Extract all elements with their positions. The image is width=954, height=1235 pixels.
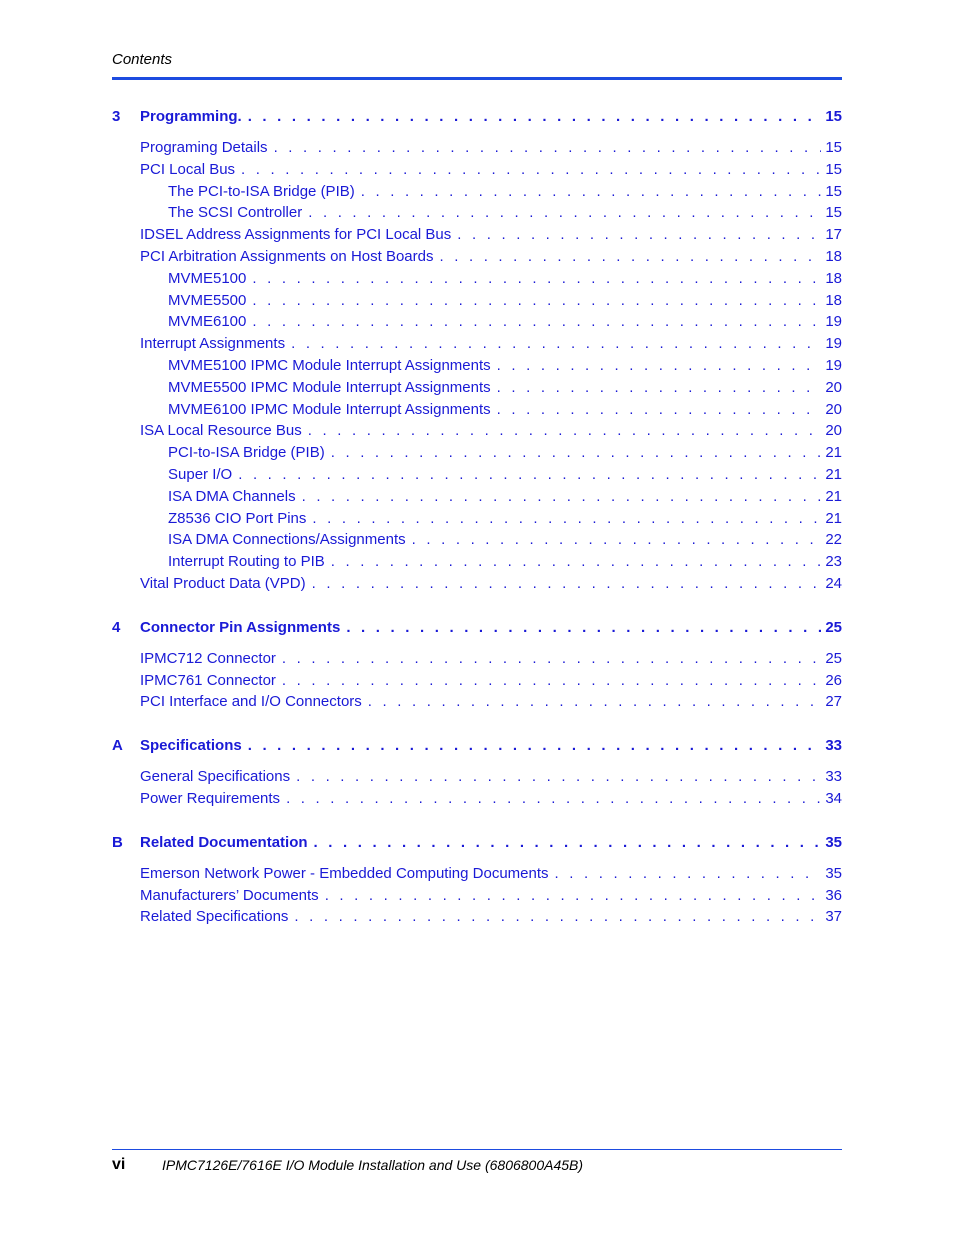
entry-title: Emerson Network Power - Embedded Computing Documents <box>140 864 549 882</box>
entry-title: Z8536 CIO Port Pins <box>168 509 307 527</box>
page-ref: 36 <box>825 886 842 904</box>
toc-entry[interactable] <box>112 885 842 907</box>
entry-title: PCI Interface and I/O Connectors <box>140 693 362 711</box>
dot-leader <box>312 508 821 530</box>
dot-leader <box>497 377 822 399</box>
toc-entry[interactable] <box>112 788 842 810</box>
entry-title: Interrupt Assignments <box>140 335 286 353</box>
toc-chapter-heading[interactable] <box>112 733 842 759</box>
entry-title: MVME6100 <box>168 313 247 331</box>
page-ref: 18 <box>825 247 842 265</box>
page-ref: 20 <box>825 400 842 418</box>
page-ref: 19 <box>825 313 842 331</box>
toc-chapter-link[interactable] <box>140 733 842 759</box>
page-ref: 21 <box>825 444 842 462</box>
toc-entry[interactable] <box>112 529 842 551</box>
page-ref: 25 <box>825 649 842 667</box>
toc-chapter <box>112 830 842 928</box>
dot-leader <box>497 399 822 421</box>
dot-leader <box>252 311 821 333</box>
page-ref: 20 <box>825 422 842 440</box>
dot-leader <box>346 615 821 641</box>
toc-chapter-link[interactable] <box>140 615 842 641</box>
dot-leader <box>555 863 822 885</box>
toc-entry[interactable] <box>112 268 842 290</box>
toc-chapter-link[interactable] <box>140 104 842 130</box>
entry-title: Interrupt Routing to PIB <box>168 553 325 571</box>
dot-leader <box>282 648 821 670</box>
entry-title: MVME5100 <box>168 269 247 287</box>
entry-title: MVME5500 <box>168 291 247 309</box>
page-ref: 15 <box>825 204 842 222</box>
page-ref: 35 <box>825 864 842 882</box>
page-ref: 15 <box>825 160 842 178</box>
dot-leader <box>331 442 822 464</box>
page-ref: 21 <box>825 487 842 505</box>
toc-entry[interactable] <box>112 420 842 442</box>
toc-entry[interactable] <box>112 181 842 203</box>
toc-entry[interactable] <box>112 377 842 399</box>
toc-entry[interactable] <box>112 159 842 181</box>
entry-title: Power Requirements <box>140 789 281 807</box>
entry-title: IPMC712 Connector <box>140 649 276 667</box>
entry-title: General Specifications <box>140 768 291 786</box>
entry-title: MVME5100 IPMC Module Interrupt Assignments <box>168 356 491 374</box>
dot-leader <box>314 830 822 856</box>
entry-title: PCI-to-ISA Bridge (PIB) <box>168 444 325 462</box>
page-ref: 24 <box>825 574 842 592</box>
page-ref: 17 <box>825 226 842 244</box>
toc-entry[interactable] <box>112 648 842 670</box>
toc-entry[interactable] <box>112 290 842 312</box>
toc-entry[interactable] <box>112 691 842 713</box>
dot-leader <box>248 104 822 130</box>
entry-title: Related Specifications <box>140 908 289 926</box>
dot-leader <box>325 885 822 907</box>
chapter-title: Specifications <box>140 737 242 755</box>
page-ref: 33 <box>825 768 842 786</box>
dot-leader <box>497 355 822 377</box>
chapter-title: Programming. <box>140 108 242 125</box>
toc-entry[interactable] <box>112 573 842 595</box>
page-ref: 23 <box>825 553 842 571</box>
entry-title: IDSEL Address Assignments for PCI Local Bus <box>140 226 452 244</box>
toc-entry[interactable] <box>112 486 842 508</box>
dot-leader <box>241 159 821 181</box>
page-ref: 15 <box>825 182 842 200</box>
table-of-contents <box>112 104 842 948</box>
toc-entry[interactable] <box>112 311 842 333</box>
toc-entry[interactable] <box>112 551 842 573</box>
dot-leader <box>331 551 822 573</box>
dot-leader <box>412 529 822 551</box>
toc-chapter <box>112 104 842 595</box>
dot-leader <box>291 333 821 355</box>
header-rule <box>112 77 842 80</box>
toc-entry[interactable] <box>112 246 842 268</box>
dot-leader <box>274 137 822 159</box>
toc-chapter-link[interactable] <box>140 830 842 856</box>
toc-entry[interactable] <box>112 399 842 421</box>
toc-entry[interactable] <box>112 766 842 788</box>
entry-title: PCI Arbitration Assignments on Host Boards <box>140 247 434 265</box>
dot-leader <box>252 290 821 312</box>
toc-chapter-heading[interactable] <box>112 615 842 641</box>
dot-leader <box>282 670 821 692</box>
page-ref: 34 <box>825 789 842 807</box>
entry-title: MVME6100 IPMC Module Interrupt Assignments <box>168 400 491 418</box>
entry-title: ISA Local Resource Bus <box>140 422 302 440</box>
page-ref: 27 <box>825 693 842 711</box>
dot-leader <box>248 733 822 759</box>
toc-entry[interactable] <box>112 670 842 692</box>
toc-chapter <box>112 733 842 810</box>
entry-title: ISA DMA Channels <box>168 487 296 505</box>
entry-title: IPMC761 Connector <box>140 671 276 689</box>
page-ref: 19 <box>825 335 842 353</box>
page-ref: 21 <box>825 509 842 527</box>
toc-chapter-heading[interactable] <box>112 830 842 856</box>
page-ref: 15 <box>825 108 842 125</box>
dot-leader <box>252 268 821 290</box>
entry-title: ISA DMA Connections/Assignments <box>168 531 406 549</box>
dot-leader <box>238 464 821 486</box>
page-ref: 22 <box>825 531 842 549</box>
chapter-title: Connector Pin Assignments <box>140 618 341 636</box>
dot-leader <box>457 224 821 246</box>
page-number: vi <box>112 1156 126 1173</box>
toc-chapter <box>112 615 842 713</box>
toc-chapter-heading[interactable] <box>112 104 842 130</box>
dot-leader <box>308 420 822 442</box>
chapter-number: B <box>112 833 123 851</box>
dot-leader <box>294 906 821 928</box>
dot-leader <box>368 691 822 713</box>
dot-leader <box>361 181 822 203</box>
page-ref: 15 <box>825 139 842 156</box>
toc-entry[interactable] <box>112 202 842 224</box>
page-ref: 25 <box>825 618 842 636</box>
page-ref: 19 <box>825 356 842 374</box>
dot-leader <box>308 202 821 224</box>
dot-leader <box>312 573 822 595</box>
entry-title: PCI Local Bus <box>140 160 236 178</box>
page-ref: 33 <box>825 737 842 755</box>
chapter-number: 4 <box>112 618 121 636</box>
page-ref: 35 <box>825 833 842 851</box>
page-ref: 18 <box>825 269 842 287</box>
entry-title: Manufacturers’ Documents <box>140 886 319 904</box>
toc-entry[interactable] <box>112 224 842 246</box>
chapter-number: 3 <box>112 108 121 125</box>
running-header: Contents <box>112 51 173 68</box>
document-title: IPMC7126E/7616E I/O Module Installation and Use (6806800A45B) <box>162 1157 584 1173</box>
page-ref: 20 <box>825 378 842 396</box>
toc-entry[interactable] <box>112 508 842 530</box>
chapter-number: A <box>112 737 123 755</box>
entry-title: Super I/O <box>168 465 233 483</box>
dot-leader <box>439 246 821 268</box>
entry-title: Programing Details <box>140 139 268 156</box>
dot-leader <box>302 486 822 508</box>
toc-entry[interactable] <box>112 355 842 377</box>
page-ref: 18 <box>825 291 842 309</box>
entry-title: MVME5500 IPMC Module Interrupt Assignments <box>168 378 491 396</box>
toc-entry[interactable] <box>112 906 842 928</box>
page-ref: 26 <box>825 671 842 689</box>
entry-title: Vital Product Data (VPD) <box>140 574 306 592</box>
toc-entry[interactable] <box>112 863 842 885</box>
dot-leader <box>296 766 821 788</box>
page-ref: 37 <box>825 908 842 926</box>
toc-entry[interactable] <box>112 333 842 355</box>
toc-entry[interactable] <box>112 137 842 159</box>
chapter-title: Related Documentation <box>140 833 308 851</box>
toc-entry[interactable] <box>112 442 842 464</box>
entry-title: The PCI-to-ISA Bridge (PIB) <box>168 182 355 200</box>
toc-entry[interactable] <box>112 464 842 486</box>
footer-rule <box>112 1149 842 1150</box>
entry-title: The SCSI Controller <box>168 204 303 222</box>
dot-leader <box>286 788 821 810</box>
page-ref: 21 <box>825 465 842 483</box>
